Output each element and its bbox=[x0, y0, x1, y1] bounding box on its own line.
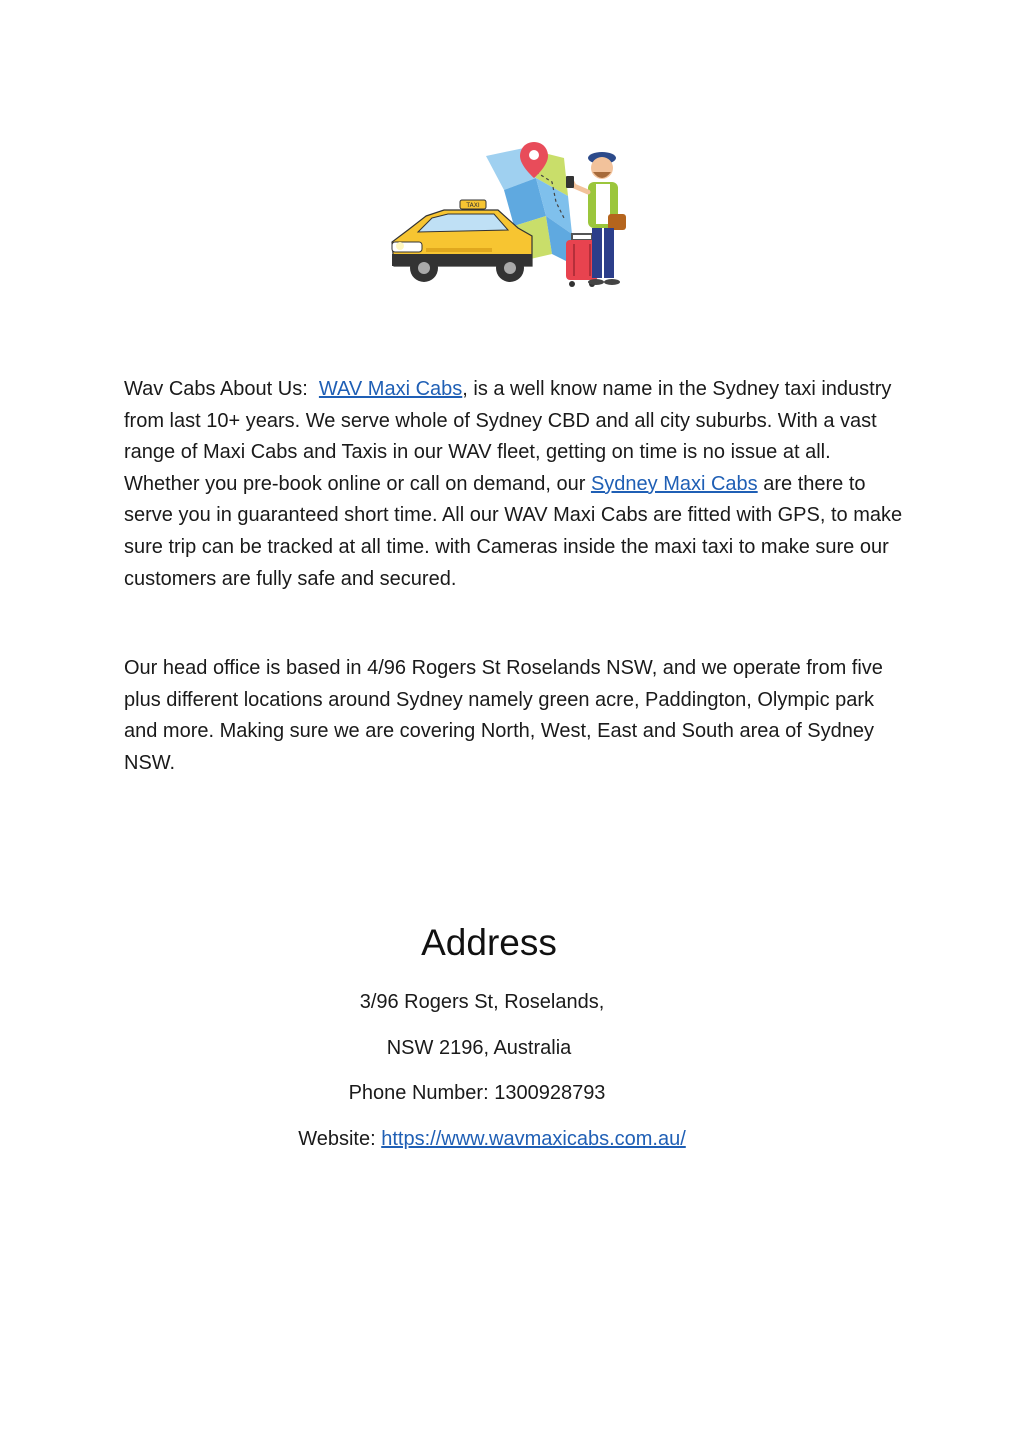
about-section bbox=[124, 374, 904, 780]
about-text-1: , is a well know name in the Sydney taxi industry from last 10+ years. We serve whole of Sydney CBD and all city suburbs. With a vast range of Maxi Cabs and Taxis in our WAV fleet, getting on time is no issue at all. Whether you pre-book online or call on demand, our bbox=[124, 378, 892, 495]
address-line-2: NSW 2196, Australia bbox=[386, 1037, 572, 1059]
address-heading: Address bbox=[421, 922, 557, 963]
office-paragraph: Our head office is based in 4/96 Rogers St Roselands NSW, and we operate from five plus different locations around Sydney namely green acre, Paddington, Olympic park and more. Making sure we are covering North, West, East and South area of Sydney NSW. bbox=[124, 657, 883, 774]
website-link[interactable]: https://www.wavmaxicabs.com.au/ bbox=[381, 1128, 686, 1150]
about-text-2: are there to serve you in guaranteed short time. All our WAV Maxi Cabs are fitted with GPS, to make sure trip can be tracked at all time. with Cameras inside the maxi taxi to make sure our customers are fully safe and secured. bbox=[124, 472, 903, 590]
phone-line bbox=[0, 1079, 954, 1107]
address-line-1: 3/96 Rogers St, Roselands, bbox=[359, 991, 605, 1013]
website-label: Website: bbox=[298, 1128, 382, 1150]
website-line bbox=[0, 1125, 984, 1153]
wav-maxi-cabs-link[interactable]: WAV Maxi Cabs bbox=[318, 378, 463, 400]
about-paragraph bbox=[124, 374, 904, 595]
phone-label: Phone Number: bbox=[348, 1082, 495, 1104]
sydney-maxi-cabs-link[interactable]: Sydney Maxi Cabs bbox=[590, 472, 758, 495]
phone-number: 1300928793 bbox=[494, 1082, 606, 1104]
taxi-sign-label: TAXI bbox=[466, 202, 480, 209]
about-prefix: Wav Cabs About Us: bbox=[124, 378, 319, 400]
taxi-map-traveler-illustration bbox=[386, 138, 638, 300]
